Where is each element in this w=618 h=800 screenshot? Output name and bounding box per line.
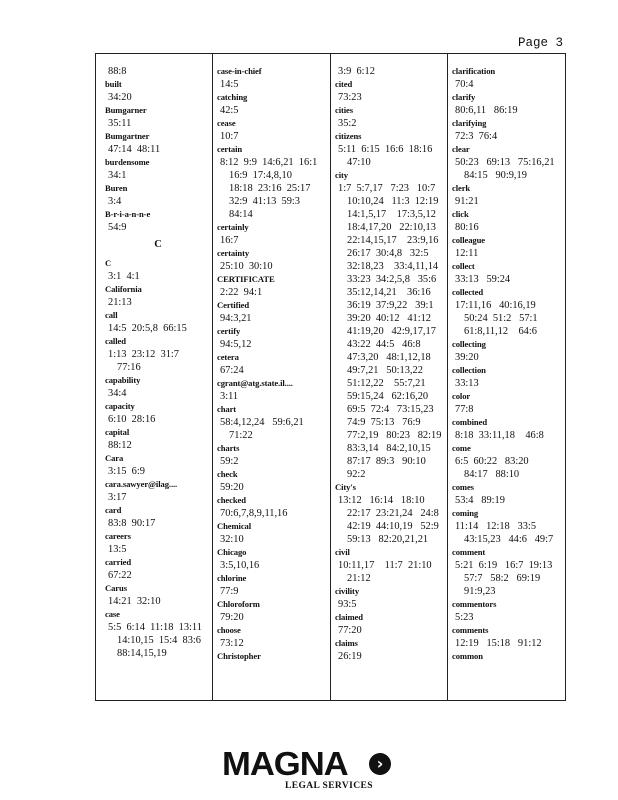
page-line-reference: 80:6,11 86:19 [455, 105, 518, 116]
index-term: claims [335, 638, 358, 648]
page-line-reference: 35:11 [108, 118, 132, 129]
page-line-reference: 2:22 94:1 [220, 287, 263, 298]
page-line-reference: 17:11,16 40:16,19 [455, 300, 536, 311]
page-line-reference: 5:11 6:15 16:6 18:16 [338, 144, 433, 155]
page-line-reference: 83:8 90:17 [108, 518, 156, 529]
page-line-reference: 14:21 32:10 [108, 596, 161, 607]
index-term: burdensome [105, 157, 150, 167]
page-line-reference: 80:16 [455, 222, 479, 233]
page-line-reference: 61:8,11,12 64:6 [464, 326, 537, 337]
page-line-reference: 42:5 [220, 105, 239, 116]
index-column-3 [335, 65, 446, 695]
column-divider [330, 54, 331, 700]
index-term: city [335, 170, 348, 180]
index-term: C [105, 258, 112, 268]
logo-wordmark: MAGNA [222, 745, 348, 782]
index-term: check [217, 469, 238, 479]
page-line-reference: 73:23 [338, 92, 362, 103]
index-term: collected [452, 287, 484, 297]
page-line-reference: 77:8 [455, 404, 474, 415]
page-line-reference: 14:1,5,17 17:3,5,12 [347, 209, 436, 220]
index-term: Chicago [217, 547, 247, 557]
index-term: Certified [217, 300, 250, 310]
index-term: coming [452, 508, 479, 518]
index-term: built [105, 79, 122, 89]
logo-subtitle: LEGAL SERVICES [285, 781, 373, 791]
page-line-reference: 72:3 76:4 [455, 131, 498, 142]
page-line-reference: 5:21 6:19 16:7 19:13 [455, 560, 553, 571]
page-line-reference: 59:2 [220, 456, 239, 467]
page-line-reference: 41:19,20 42:9,17,17 [347, 326, 436, 337]
page-line-reference: 26:17 30:4,8 32:5 [347, 248, 429, 259]
page-line-reference: 22:14,15,17 23:9,16 [347, 235, 439, 246]
page-line-reference: 26:19 [338, 651, 362, 662]
index-term: clarifying [452, 118, 487, 128]
page-line-reference: 50:23 69:13 75:16,21 [455, 157, 555, 168]
index-term: B-r-i-a-n-n-e [105, 209, 151, 219]
index-term: chart [217, 404, 237, 414]
index-term: case [105, 609, 120, 619]
page-line-reference: 42:19 44:10,19 52:9 [347, 521, 439, 532]
index-term: Carus [105, 583, 127, 593]
index-term: Bumgartner [105, 131, 150, 141]
page-line-reference: 54:9 [108, 222, 127, 233]
page-line-reference: 33:23 34:2,5,8 35:6 [347, 274, 437, 285]
index-term: civil [335, 547, 350, 557]
page-line-reference: 88:12 [108, 440, 132, 451]
page-line-reference: 70:4 [455, 79, 474, 90]
arrow-circle-icon: › [369, 753, 391, 775]
page-line-reference: 71:22 [229, 430, 253, 441]
page-line-reference: 84:15 90:9,19 [464, 170, 527, 181]
page-line-reference: 67:24 [220, 365, 244, 376]
index-term: collecting [452, 339, 486, 349]
page-line-reference: 21:13 [108, 297, 132, 308]
page-line-reference: 67:22 [108, 570, 132, 581]
index-column-2 [217, 65, 329, 695]
page-line-reference: 22:17 23:21,24 24:8 [347, 508, 439, 519]
page-line-reference: 3:17 [108, 492, 127, 503]
page-line-reference: 3:5,10,16 [220, 560, 260, 571]
page-line-reference: 84:14 [229, 209, 253, 220]
page-line-reference: 73:12 [220, 638, 244, 649]
page-line-reference: 47:3,20 48:1,12,18 [347, 352, 431, 363]
index-term: case-in-chief [217, 66, 262, 76]
page-line-reference: 1:13 23:12 31:7 [108, 349, 180, 360]
page-line-reference: 3:4 [108, 196, 122, 207]
page-line-reference: 77:2,19 80:23 82:19 [347, 430, 442, 441]
page-line-reference: 33:13 [455, 378, 479, 389]
page-line-reference: 84:17 88:10 [464, 469, 520, 480]
page-line-reference: 88:8 [108, 66, 127, 77]
page-line-reference: 47:10 [347, 157, 371, 168]
index-column-1 [105, 65, 211, 695]
page-line-reference: 8:12 9:9 14:6,21 16:1 [220, 157, 318, 168]
page-line-reference: 43:15,23 44:6 49:7 [464, 534, 554, 545]
page-line-reference: 92:2 [347, 469, 366, 480]
page-line-reference: 88:14,15,19 [117, 648, 167, 659]
page-line-reference: 93:5 [338, 599, 357, 610]
index-term: clerk [452, 183, 471, 193]
index-term: collect [452, 261, 475, 271]
page-line-reference: 39:20 [455, 352, 479, 363]
index-term: carried [105, 557, 132, 567]
index-term: certainty [217, 248, 250, 258]
column-divider [447, 54, 448, 700]
index-term: CERTIFICATE [217, 274, 275, 284]
page-line-reference: 11:14 12:18 33:5 [455, 521, 537, 532]
page-line-reference: 69:5 72:4 73:15,23 [347, 404, 434, 415]
index-column-4 [452, 65, 564, 695]
page-line-reference: 32:18,23 33:4,11,14 [347, 261, 439, 272]
index-term: Buren [105, 183, 128, 193]
index-term: combined [452, 417, 488, 427]
page-line-reference: 33:13 59:24 [455, 274, 511, 285]
page-label: Page 3 [518, 36, 564, 50]
page-line-reference: 35:2 [338, 118, 357, 129]
page-line-reference: 35:12,14,21 36:16 [347, 287, 431, 298]
page-line-reference: 59:15,24 62:16,20 [347, 391, 429, 402]
page-line-reference: 34:20 [108, 92, 132, 103]
page-line-reference: 70:6,7,8,9,11,16 [220, 508, 288, 519]
page-line-reference: 43:22 44:5 46:8 [347, 339, 421, 350]
page-line-reference: 32:10 [220, 534, 244, 545]
page-line-reference: 57:7 58:2 69:19 [464, 573, 541, 584]
index-term: call [105, 310, 118, 320]
index-term: cited [335, 79, 353, 89]
index-term: California [105, 284, 142, 294]
column-divider [212, 54, 213, 700]
index-term: cetera [217, 352, 239, 362]
page-line-reference: 25:10 30:10 [220, 261, 273, 272]
index-term: choose [217, 625, 241, 635]
index-term: City's [335, 482, 356, 492]
page-line-reference: 34:1 [108, 170, 127, 181]
word-index-frame [95, 53, 566, 701]
page-line-reference: 10:7 [220, 131, 239, 142]
index-term: comment [452, 547, 486, 557]
page-line-reference: 47:14 48:11 [108, 144, 161, 155]
page-line-reference: 59:20 [220, 482, 244, 493]
index-term: clear [452, 144, 470, 154]
index-term: come [452, 443, 471, 453]
page-line-reference: 6:5 60:22 83:20 [455, 456, 529, 467]
page-line-reference: 13:12 16:14 18:10 [338, 495, 425, 506]
index-term: card [105, 505, 122, 515]
index-term: comes [452, 482, 474, 492]
page-line-reference: 21:12 [347, 573, 371, 584]
page-line-reference: 3:11 [220, 391, 239, 402]
index-term: capability [105, 375, 141, 385]
page-line-reference: 50:24 51:2 57:1 [464, 313, 538, 324]
page-line-reference: 94:3,21 [220, 313, 252, 324]
page-line-reference: 16:9 17:4,8,10 [229, 170, 292, 181]
index-term: commentors [452, 599, 497, 609]
page-line-reference: 16:7 [220, 235, 239, 246]
index-term: collection [452, 365, 486, 375]
page-line-reference: 91:21 [455, 196, 479, 207]
page-line-reference: 12:11 [455, 248, 479, 259]
page-line-reference: 59:13 82:20,21,21 [347, 534, 429, 545]
page-line-reference: 53:4 89:19 [455, 495, 505, 506]
page-line-reference: 5:23 [455, 612, 474, 623]
index-term: colleague [452, 235, 485, 245]
index-term: called [105, 336, 126, 346]
page-line-reference: 91:9,23 [464, 586, 496, 597]
index-term: Chemical [217, 521, 252, 531]
index-term: civility [335, 586, 360, 596]
index-term: cease [217, 118, 236, 128]
page-line-reference: 5:5 6:14 11:18 13:11 [108, 622, 202, 633]
page-line-reference: 14:5 20:5,8 66:15 [108, 323, 187, 334]
index-term: Christopher [217, 651, 261, 661]
index-term: certain [217, 144, 243, 154]
page-line-reference: 12:19 15:18 91:12 [455, 638, 542, 649]
page-line-reference: 10:10,24 11:3 12:19 [347, 196, 439, 207]
page-line-reference: 83:3,14 84:2,10,15 [347, 443, 431, 454]
index-term: color [452, 391, 471, 401]
index-term: checked [217, 495, 246, 505]
index-term: careers [105, 531, 131, 541]
page-line-reference: 77:20 [338, 625, 362, 636]
page-line-reference: 39:20 40:12 41:12 [347, 313, 431, 324]
page-line-reference: 36:19 37:9,22 39:1 [347, 300, 434, 311]
page-line-reference: 51:12,22 55:7,21 [347, 378, 426, 389]
page-line-reference: 87:17 89:3 90:10 [347, 456, 426, 467]
index-term: certainly [217, 222, 249, 232]
index-term: clarify [452, 92, 476, 102]
page-line-reference: 1:7 5:7,17 7:23 10:7 [338, 183, 436, 194]
page-line-reference: 8:18 33:11,18 46:8 [455, 430, 544, 441]
index-term: cara.sawyer@ilag.... [105, 479, 178, 489]
page-line-reference: 77:16 [117, 362, 141, 373]
index-term: common [452, 651, 483, 661]
index-term: capacity [105, 401, 135, 411]
index-term: Cara [105, 453, 124, 463]
page-line-reference: 58:4,12,24 59:6,21 [220, 417, 304, 428]
index-term: Chloroform [217, 599, 260, 609]
page-line-reference: 10:11,17 11:7 21:10 [338, 560, 432, 571]
index-term: citizens [335, 131, 362, 141]
page-line-reference: 3:15 6:9 [108, 466, 145, 477]
page-line-reference: 6:10 28:16 [108, 414, 156, 425]
index-term: catching [217, 92, 248, 102]
index-term: certify [217, 326, 241, 336]
page-line-reference: 49:7,21 50:13,22 [347, 365, 423, 376]
page-line-reference: 14:10,15 15:4 83:6 [117, 635, 201, 646]
page-line-reference: 18:18 23:16 25:17 [229, 183, 311, 194]
index-term: click [452, 209, 469, 219]
index-term: claimed [335, 612, 363, 622]
page-line-reference: 3:9 6:12 [338, 66, 375, 77]
page-line-reference: 3:1 4:1 [108, 271, 140, 282]
page-line-reference: 94:5,12 [220, 339, 252, 350]
page-line-reference: 77:9 [220, 586, 239, 597]
section-letter-heading: C [154, 239, 162, 250]
page-line-reference: 18:4,17,20 22:10,13 [347, 222, 436, 233]
page-line-reference: 74:9 75:13 76:9 [347, 417, 421, 428]
index-term: cgrant@atg.state.il.... [217, 378, 293, 388]
index-term: clarification [452, 66, 496, 76]
index-term: comments [452, 625, 489, 635]
index-term: charts [217, 443, 240, 453]
magna-logo [222, 746, 402, 796]
page-line-reference: 34:4 [108, 388, 127, 399]
page-line-reference: 14:5 [220, 79, 239, 90]
page-line-reference: 32:9 41:13 59:3 [229, 196, 301, 207]
index-term: capital [105, 427, 130, 437]
page-line-reference: 79:20 [220, 612, 244, 623]
page-line-reference: 13:5 [108, 544, 127, 555]
index-term: cities [335, 105, 354, 115]
index-term: chlorine [217, 573, 247, 583]
index-term: Bumgarner [105, 105, 147, 115]
